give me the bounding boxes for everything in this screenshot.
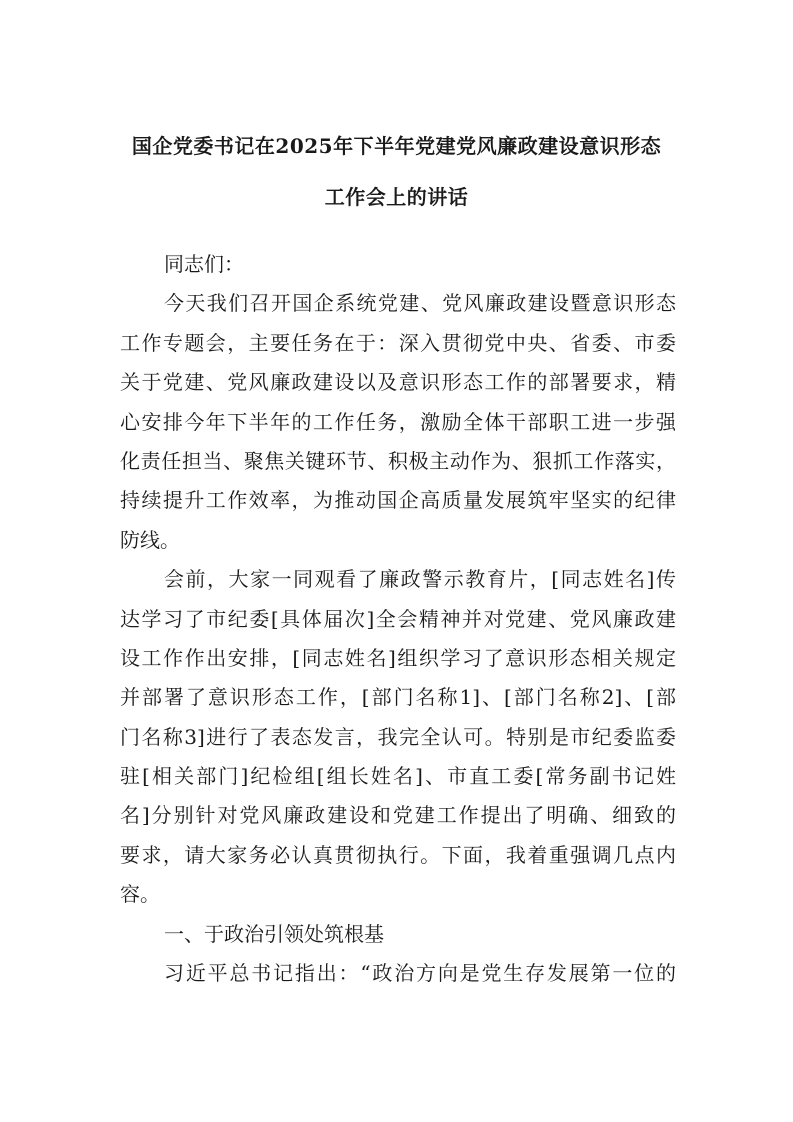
paragraph-line: 工作专题会，主要任务在于：深入贯彻党中央、省委、市委 <box>120 330 676 355</box>
paragraph-line: 会前，大家一同观看了廉政警示教育片，[同志姓名]传 <box>164 567 676 592</box>
document-body <box>120 245 676 993</box>
paragraph-line: 门名称3]进行了表态发言，我完全认可。特别是市纪委监委 <box>120 724 676 749</box>
paragraph-line: 达学习了市纪委[具体届次]全会精神并对党建、党风廉政建 <box>120 606 676 631</box>
paragraph-line: 持续提升工作效率，为推动国企高质量发展筑牢坚实的纪律 <box>120 488 676 513</box>
paragraph-line: 今天我们召开国企系统党建、党风廉政建设暨意识形态 <box>164 291 676 316</box>
paragraph-line: 驻[相关部门]纪检组[组长姓名]、市直工委[常务副书记姓 <box>120 764 676 789</box>
paragraph-line: 关于党建、党风廉政建设以及意识形态工作的部署要求，精 <box>120 370 676 395</box>
paragraph-line: 要求，请大家务必认真贯彻执行。下面，我着重强调几点内 <box>120 842 676 867</box>
paragraph-line: 防线。 <box>120 527 180 552</box>
document-title-line-1: 国企党委书记在2025年下半年党建党风廉政建设意识形态 <box>131 134 662 158</box>
paragraph-line: 化责任担当、聚焦关键环节、积极主动作为、狠抓工作落实， <box>120 448 676 473</box>
paragraph-line: 容。 <box>120 882 160 907</box>
paragraph-line: 名]分别针对党风廉政建设和党建工作提出了明确、细致的 <box>120 803 676 828</box>
section-heading: 一、于政治引领处筑根基 <box>164 921 384 946</box>
document-title-line-2: 工作会上的讲话 <box>324 185 469 209</box>
paragraph-line: 习近平总书记指出：“政治方向是党生存发展第一位的 <box>164 961 676 986</box>
paragraph-line: 心安排今年下半年的工作任务，激励全体干部职工进一步强 <box>120 409 676 434</box>
paragraph-line: 并部署了意识形态工作，[部门名称1]、[部门名称2]、[部 <box>120 685 676 710</box>
salutation: 同志们： <box>164 252 244 276</box>
paragraph-line: 设工作作出安排，[同志姓名]组织学习了意识形态相关规定 <box>120 645 676 670</box>
